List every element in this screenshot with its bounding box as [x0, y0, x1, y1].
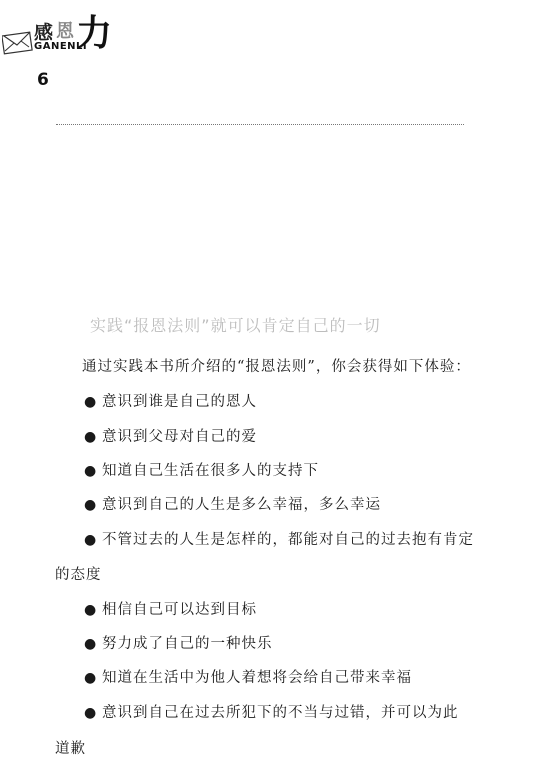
bullet-icon: ● [84, 602, 98, 618]
list-item-text: 不管过去的人生是怎样的，都能对自己的过去抱有肯定 [102, 532, 474, 548]
logo-character-en: 恩 [56, 21, 74, 42]
bullet-icon: ● [84, 394, 98, 410]
list-item-text: 相信自己可以达到目标 [102, 602, 257, 618]
list-item [84, 666, 412, 687]
list-item-continuation: 道歉 [55, 741, 86, 757]
list-item-text: 意识到谁是自己的恩人 [102, 394, 257, 410]
logo-pinyin: GANENLI [34, 41, 88, 52]
list-item [84, 701, 459, 722]
book-header [0, 0, 160, 100]
list-item-text: 努力成了自己的一种快乐 [102, 636, 273, 652]
dotted-divider [56, 124, 464, 125]
bullet-icon: ● [84, 463, 98, 479]
list-item [84, 632, 273, 653]
bullet-icon: ● [84, 429, 98, 445]
section-heading: 实践“报恩法则”就可以肯定自己的一切 [90, 316, 381, 335]
list-item-text: 意识到父母对自己的爱 [102, 429, 257, 445]
bullet-icon: ● [84, 636, 98, 652]
list-item-text: 意识到自己的人生是多么幸福，多么幸运 [102, 497, 381, 513]
envelope-icon [2, 31, 34, 55]
list-item-text: 知道自己生活在很多人的支持下 [102, 463, 319, 479]
logo-character-li: 力 [76, 13, 113, 54]
list-item-text: 意识到自己在过去所犯下的不当与过错，并可以为此 [102, 705, 459, 721]
bullet-icon: ● [84, 670, 98, 686]
list-item-continuation: 的态度 [55, 567, 102, 583]
list-item [84, 598, 257, 619]
bullet-icon: ● [84, 705, 98, 721]
list-item-text: 知道在生活中为他人着想将会给自己带来幸福 [102, 670, 412, 686]
page-number: 6 [37, 70, 49, 90]
list-item [84, 459, 319, 480]
list-item [84, 493, 381, 514]
bullet-icon: ● [84, 532, 98, 548]
list-item [84, 425, 257, 446]
logo-character-gan: 感 [34, 22, 54, 44]
bullet-icon: ● [84, 497, 98, 513]
intro-paragraph: 通过实践本书所介绍的“报恩法则”，你会获得如下体验： [82, 359, 471, 375]
list-item [84, 390, 257, 411]
list-item [84, 528, 474, 549]
